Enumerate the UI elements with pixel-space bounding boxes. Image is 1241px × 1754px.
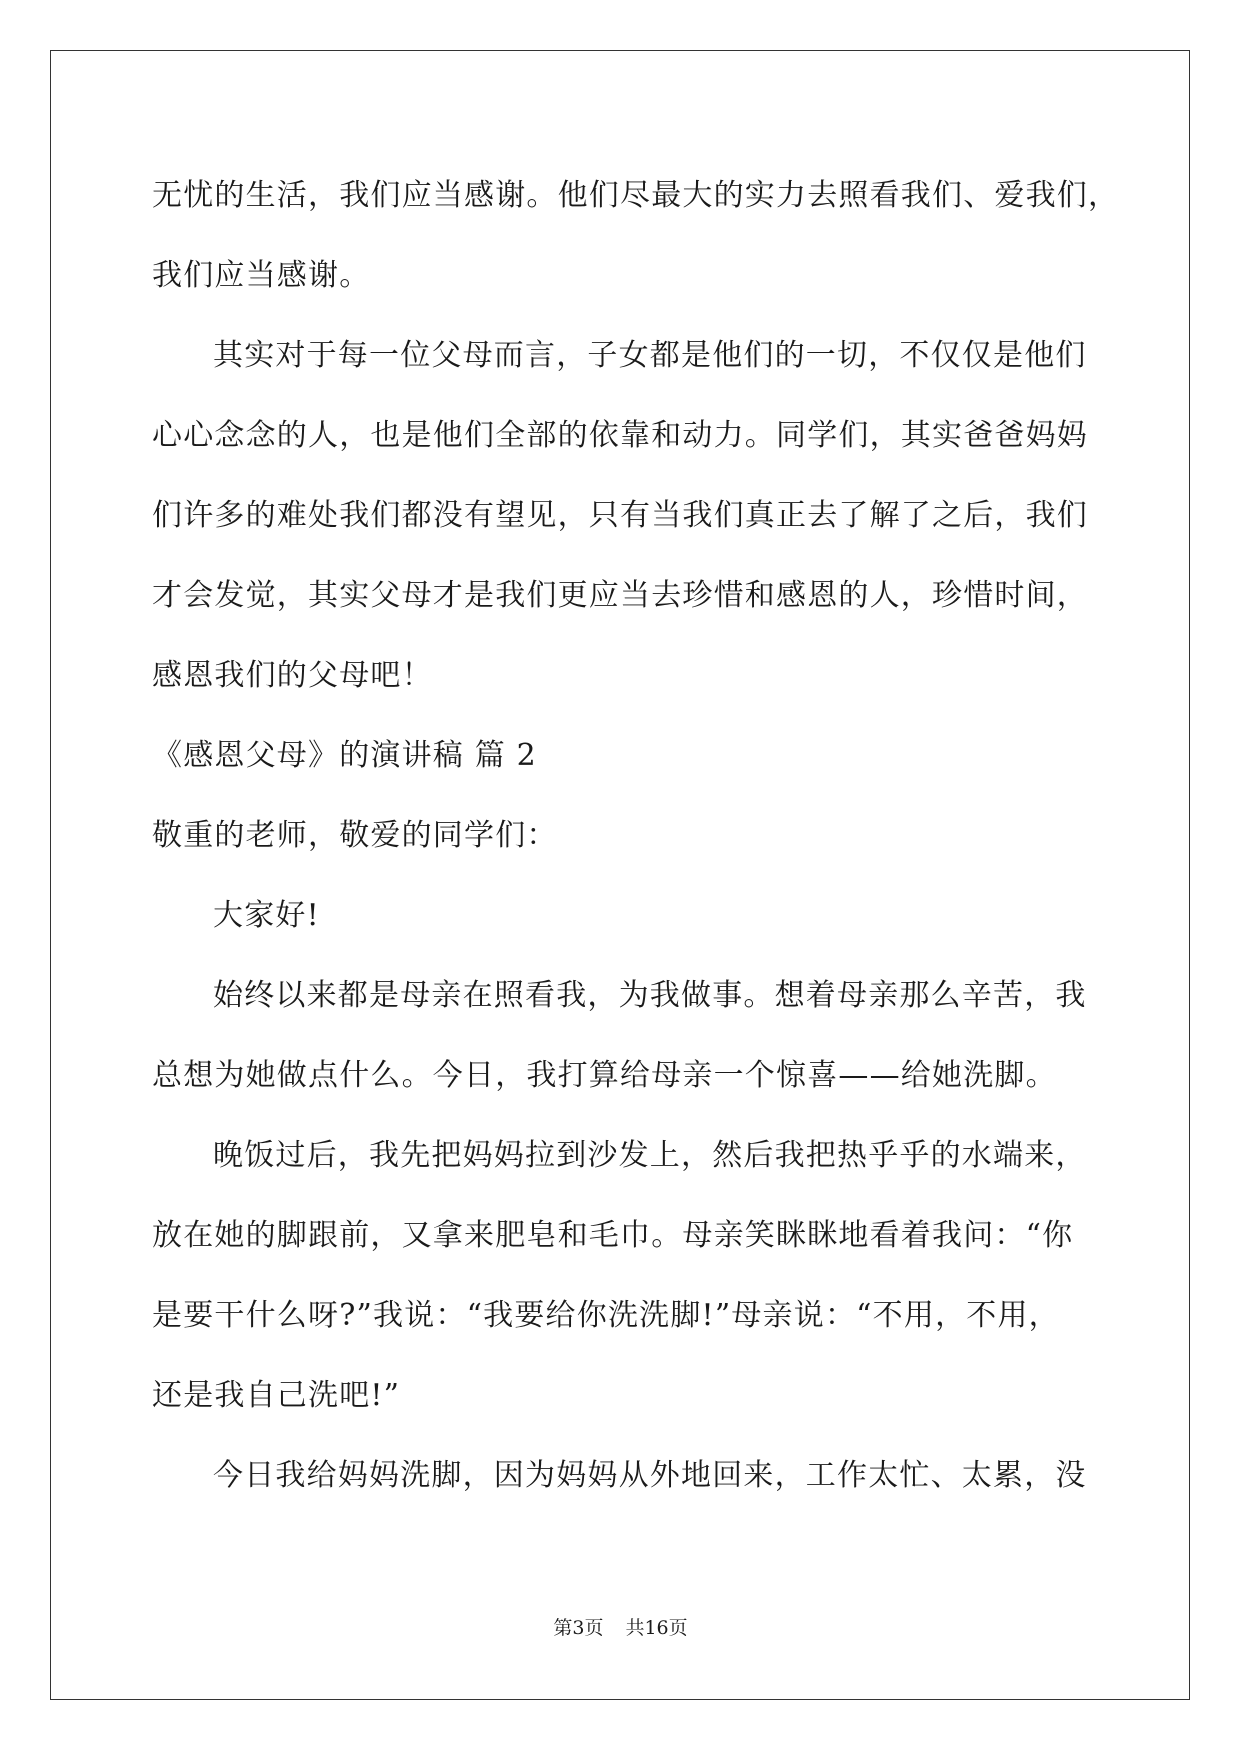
text-line: 今日我给妈妈洗脚，因为妈妈从外地回来，工作太忙、太累，没	[213, 1458, 1087, 1493]
text-line: 我们应当感谢。	[152, 258, 371, 293]
text-line: 总想为她做点什么。今日，我打算给母亲一个惊喜——给她洗脚。	[152, 1058, 1057, 1093]
text-line: 还是我自己洗吧!”	[152, 1378, 401, 1413]
text-line: 敬重的老师，敬爱的同学们：	[152, 818, 558, 853]
text-line: 们许多的难处我们都没有望见，只有当我们真正去了解了之后，我们	[152, 498, 1088, 533]
page-number: 第3页	[553, 1617, 604, 1639]
text-line: 大家好!	[213, 898, 320, 933]
page-footer	[0, 1616, 1241, 1640]
page-border	[50, 50, 1190, 1700]
text-line: 感恩我们的父母吧！	[152, 658, 433, 693]
page-total: 共16页	[625, 1617, 688, 1639]
text-line: 心心念念的人，也是他们全部的依靠和动力。同学们，其实爸爸妈妈	[152, 418, 1088, 453]
text-line: 无忧的生活，我们应当感谢。他们尽最大的实力去照看我们、爱我们，	[152, 178, 1120, 213]
text-line: 才会发觉，其实父母才是我们更应当去珍惜和感恩的人，珍惜时间，	[152, 578, 1088, 613]
text-line: 是要干什么呀?”我说：“我要给你洗洗脚!”母亲说：“不用，不用，	[152, 1298, 1060, 1333]
text-line: 放在她的脚跟前，又拿来肥皂和毛巾。母亲笑眯眯地看着我问：“你	[152, 1218, 1074, 1253]
text-line: 晚饭过后，我先把妈妈拉到沙发上，然后我把热乎乎的水端来，	[213, 1138, 1087, 1173]
text-line: 始终以来都是母亲在照看我，为我做事。想着母亲那么辛苦，我	[213, 978, 1087, 1013]
section-heading: 《感恩父母》的演讲稿 篇 2	[152, 738, 537, 773]
text-line: 其实对于每一位父母而言，子女都是他们的一切，不仅仅是他们	[213, 338, 1087, 373]
